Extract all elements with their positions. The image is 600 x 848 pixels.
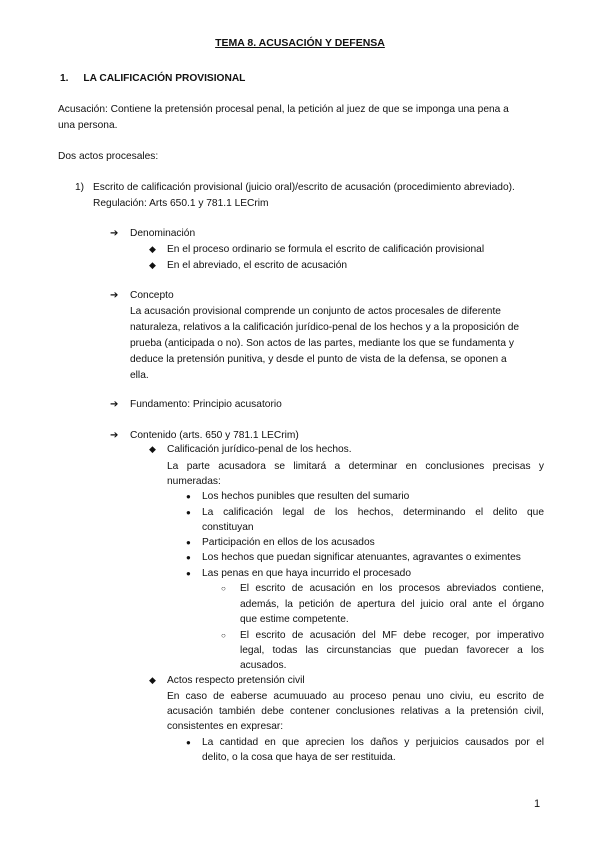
arrow-icon: ➔: [110, 399, 119, 410]
concepto-line-4: deduce la pretensión punitiva, y desde el punto de vista de la defensa, se oponen a: [130, 354, 507, 365]
fundamento-label: Fundamento: Principio acusatorio: [130, 399, 282, 410]
denominacion-item-1: En el proceso ordinario se formula el escrito de calificación provisional: [167, 244, 485, 255]
denominacion-label: Denominación: [130, 228, 196, 239]
item-line-1: Escrito de calificación provisional (juicio oral)/escrito de acusación (procedimiento abreviado).: [93, 182, 515, 193]
civil-line-3: consistentes en expresar:: [167, 721, 284, 732]
calificacion-bullet-4: Los hechos que puedan significar atenuantes, agravantes o eximentes: [202, 552, 521, 563]
sub-line-6: acusados.: [240, 660, 287, 671]
calificacion-bullet-1: Los hechos punibles que resulten del sumario: [202, 491, 410, 502]
concepto-line-1: La acusación provisional comprende un conjunto de actos procesales de diferente: [130, 306, 501, 317]
acusacion-line-2: una persona.: [58, 120, 118, 131]
arrow-icon: ➔: [110, 430, 119, 441]
bullet-icon: ●: [186, 738, 191, 747]
item-line-2: Regulación: Arts 650.1 y 781.1 LECrim: [93, 198, 269, 209]
section-title: LA CALIFICACIÓN PROVISIONAL: [83, 73, 246, 84]
bullet-icon: ●: [186, 492, 191, 501]
denominacion-item-2: En el abreviado, el escrito de acusación: [167, 260, 348, 271]
calificacion-intro-1: La parte acusadora se limitará a determinar en conclusiones precisas y: [167, 461, 544, 472]
civil-label: Actos respecto pretensión civil: [167, 675, 305, 686]
civil-bullet-line-1: La cantidad en que aprecien los daños y perjuicios causados por el: [202, 737, 544, 748]
calificacion-bullet-2: La calificación legal de los hechos, determinando el delito que: [202, 507, 544, 518]
civil-line-1: En caso de eaberse acumuuado au proceso penau uno civiu, eu escrito de: [167, 691, 544, 702]
diamond-icon: ◆: [149, 444, 156, 454]
calificacion-intro-2: numeradas:: [167, 476, 221, 487]
civil-bullet-line-2: delito, o la cosa que haya de ser restituida.: [202, 752, 396, 763]
civil-line-2: acusación también debe contener conclusiones relativas a la pretensión civil,: [167, 706, 544, 717]
section-heading: [60, 71, 245, 87]
calificacion-label: Calificación jurídico-penal de los hechos.: [167, 444, 352, 455]
item-number: 1): [75, 182, 85, 193]
concepto-line-2: naturaleza, relativos a la calificación jurídico-penal de los hechos y a la proposición de: [130, 322, 520, 333]
diamond-icon: ◆: [149, 675, 156, 685]
sub-line-3: que estime competente.: [240, 614, 349, 625]
dos-actos-label: Dos actos procesales:: [58, 151, 159, 162]
sub-line-4: El escrito de acusación del MF debe recoger, por imperativo: [240, 630, 544, 641]
contenido-label: Contenido (arts. 650 y 781.1 LECrim): [130, 430, 299, 441]
acusacion-line-1: Acusación: Contiene la pretensión procesal penal, la petición al juez de que se imponga una pena a: [58, 104, 509, 115]
sub-line-5: legal, todas las circunstancias que puedan favorecer a los: [240, 645, 544, 656]
calificacion-bullet-5: Las penas en que haya incurrido el procesado: [202, 568, 411, 579]
calificacion-bullet-2-cont: constituyan: [202, 522, 254, 533]
concepto-line-5: ella.: [130, 370, 149, 381]
arrow-icon: ➔: [110, 228, 119, 239]
calificacion-bullet-3: Participación en ellos de los acusados: [202, 537, 375, 548]
sub-line-2: además, la petición de apertura del juicio oral ante el órgano: [240, 599, 544, 610]
bullet-icon: ●: [186, 508, 191, 517]
circle-icon: ○: [221, 631, 226, 640]
concepto-line-3: prueba (anticipada o no). Son actos de las partes, mediante los que se fundamenta y: [130, 338, 514, 349]
diamond-icon: ◆: [149, 244, 156, 254]
concepto-label: Concepto: [130, 290, 174, 301]
arrow-icon: ➔: [110, 290, 119, 301]
bullet-icon: ●: [186, 553, 191, 562]
page-number: 1: [534, 798, 541, 810]
diamond-icon: ◆: [149, 260, 156, 270]
bullet-icon: ●: [186, 569, 191, 578]
bullet-icon: ●: [186, 538, 191, 547]
circle-icon: ○: [221, 584, 226, 593]
sub-line-1: El escrito de acusación en los procesos abreviados contiene,: [240, 583, 544, 594]
document-title: TEMA 8. ACUSACIÓN Y DEFENSA: [215, 37, 385, 49]
section-number: 1.: [60, 73, 69, 84]
